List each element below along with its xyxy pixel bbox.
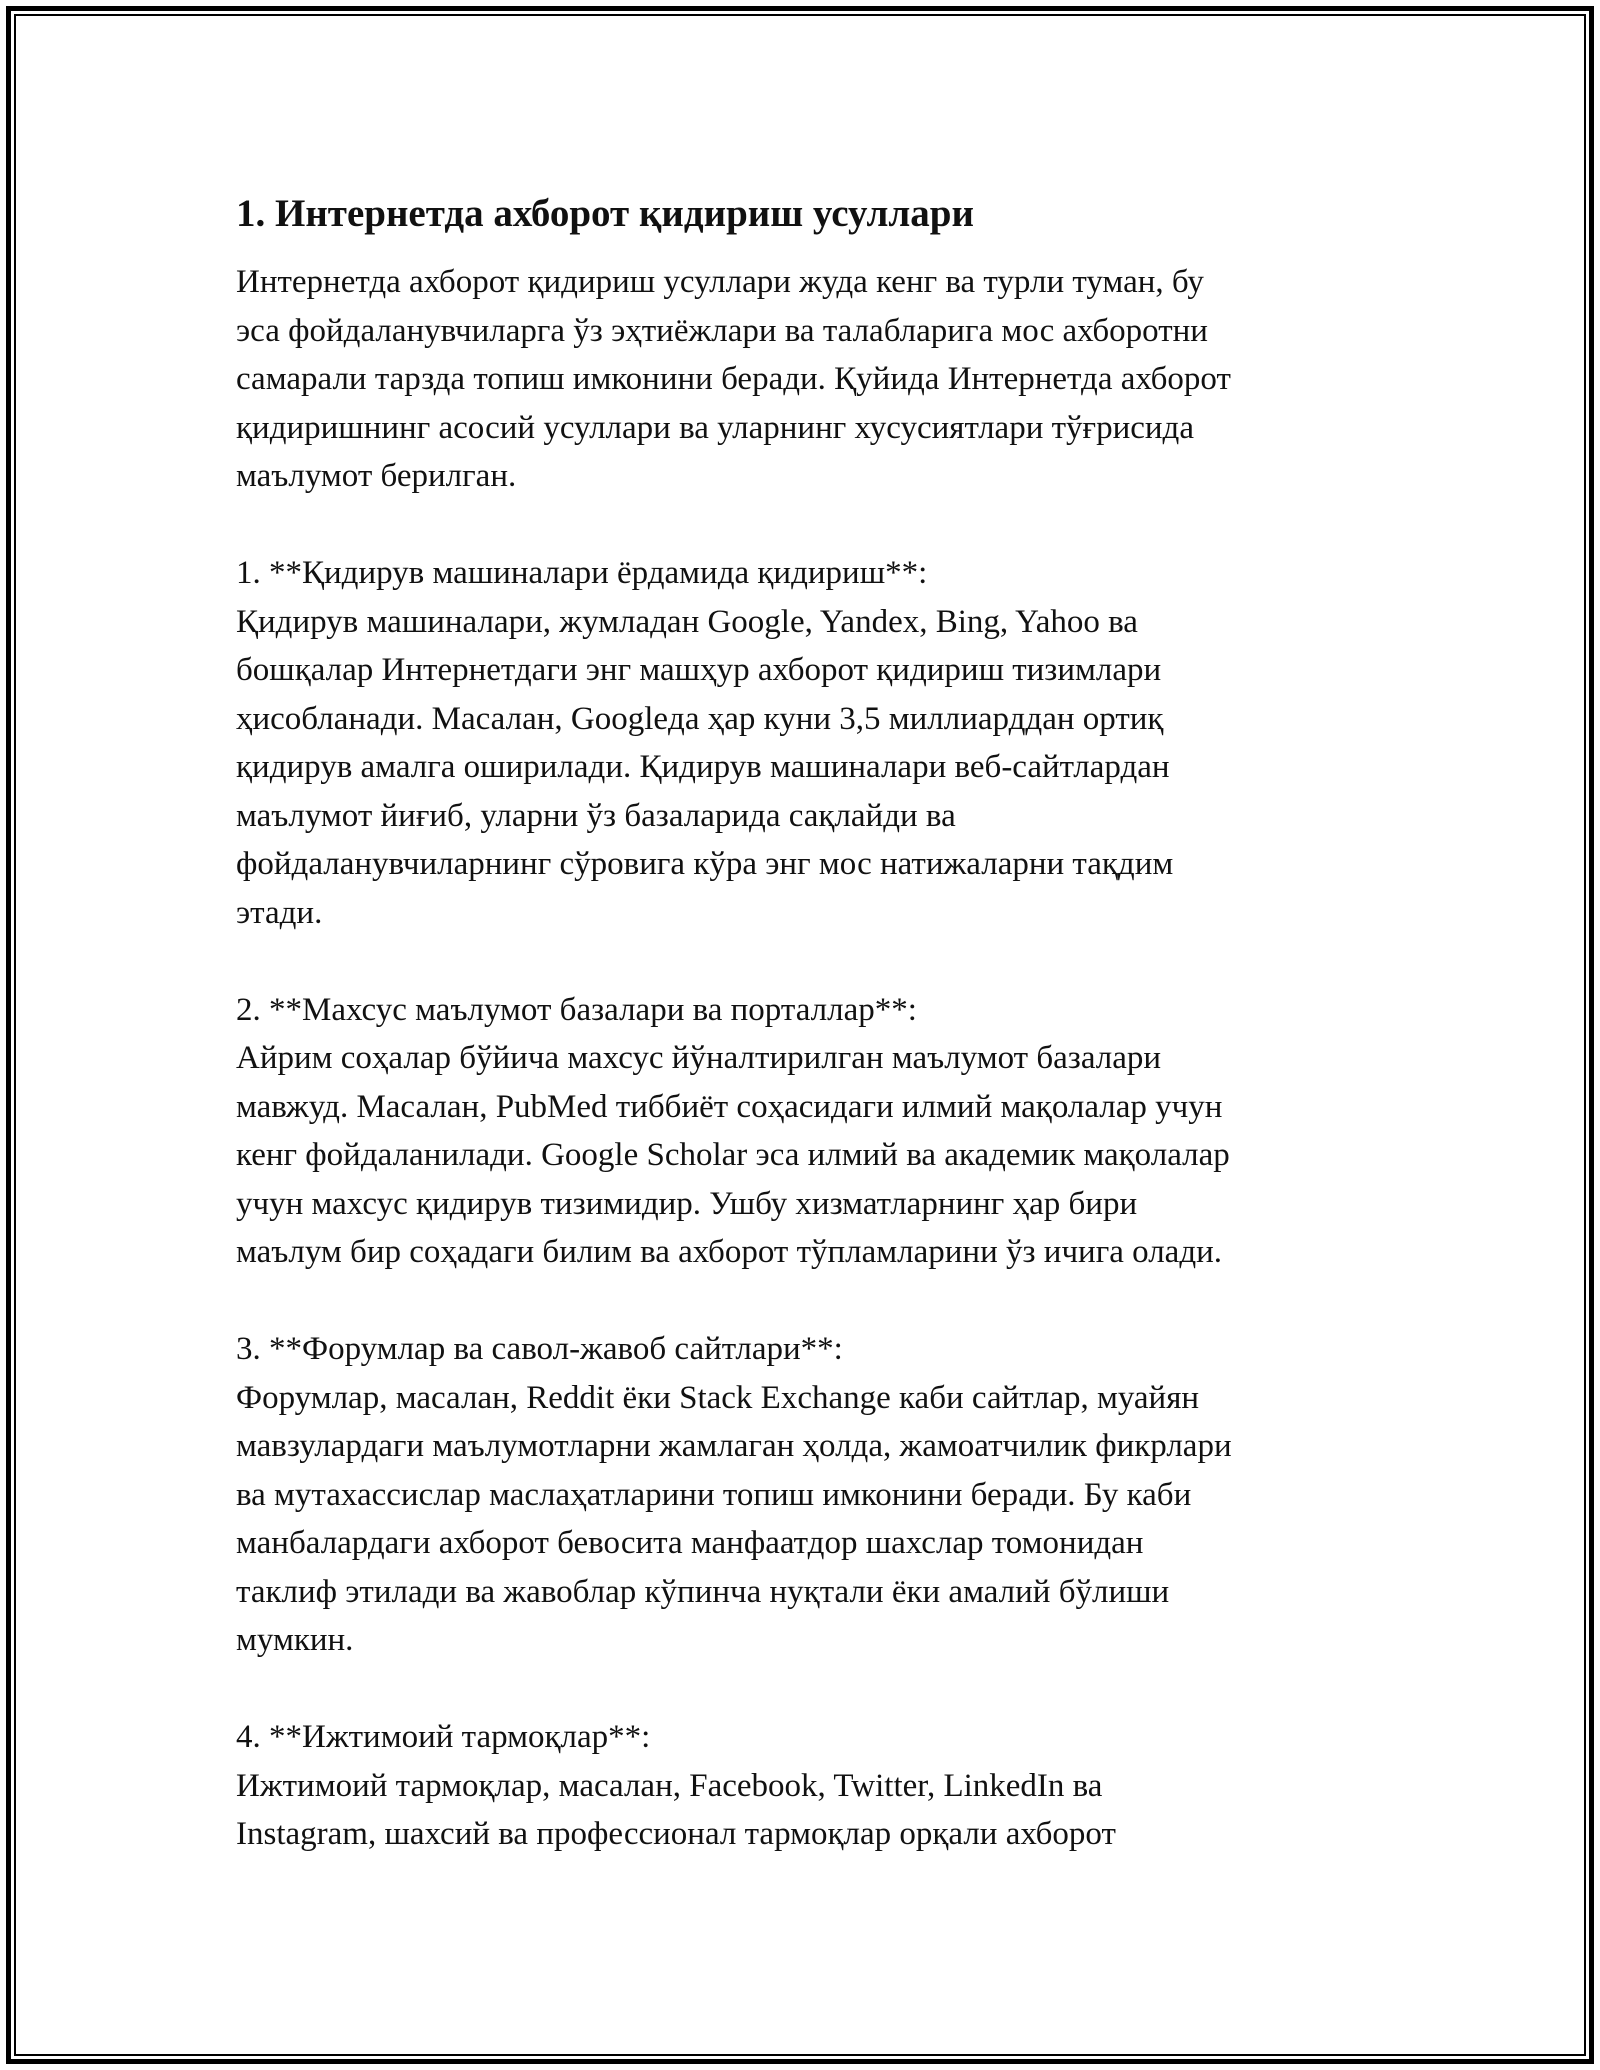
paragraph-line: самарали тарзда топиш имконини беради. Қуйида Интернетда ахборот — [236, 361, 1231, 397]
section-heading: 3. **Форумлар ва савол-жавоб сайтлари**: — [236, 1331, 843, 1367]
paragraph-line: фойдаланувчиларнинг сўровига кўра энг мос натижаларни тақдим — [236, 846, 1174, 882]
paragraph-line: мавжуд. Масалан, PubMed тиббиёт соҳасидаги илмий мақолалар учун — [236, 1088, 1223, 1125]
paragraph-line: таклиф этилади ва жавоблар кўпинча нуқтали ёки амалий бўлиши — [236, 1573, 1170, 1610]
paragraph-line: қидирув амалга оширилади. Қидирув машиналари веб-сайтлардан — [236, 749, 1170, 785]
paragraph-line: бошқалар Интернетдаги энг машҳур ахборот қидириш тизимлари — [236, 652, 1162, 688]
paragraph-line: Ижтимоий тармоқлар, масалан, Facebook, Twitter, LinkedIn ва — [236, 1767, 1103, 1804]
paragraph-line: мумкин. — [236, 1622, 354, 1658]
spacer — [236, 1665, 1366, 1714]
section-search-engines — [236, 549, 1366, 937]
section-social-networks — [236, 1713, 1366, 1859]
paragraph-line: Интернетда ахборот қидириш усуллари жуда кенг ва турли туман, бу — [236, 264, 1204, 300]
paragraph-line: маълум бир соҳадаги билим ва ахборот тўпламларини ўз ичига олади. — [236, 1234, 1223, 1270]
page-title: 1. Интернетда ахборот қидириш усуллари — [236, 192, 974, 235]
paragraph-line: кенг фойдаланилади. Google Scholar эса илмий ва академик мақолалар — [236, 1137, 1230, 1173]
paragraph-line: қидиришнинг асосий усуллари ва уларнинг хусусиятлари тўғрисида — [236, 409, 1194, 446]
spacer — [236, 937, 1366, 986]
paragraph-line: маълумот йиғиб, уларни ўз базаларида сақлайди ва — [236, 797, 956, 834]
paragraph-line: Қидирув машиналари, жумладан Google, Yandex, Bing, Yahoo ва — [236, 603, 1138, 640]
paragraph-line: манбалардаги ахборот бевосита манфаатдор шахслар томонидан — [236, 1525, 1144, 1561]
document-body — [236, 188, 1366, 1859]
section-special-databases — [236, 986, 1366, 1277]
paragraph-line: ҳисобланади. Масалан, Googleда ҳар куни 3,5 миллиарддан ортиқ — [236, 700, 1164, 737]
paragraph-line: ва мутахассислар маслаҳатларини топиш имконини беради. Бу каби — [236, 1476, 1192, 1513]
paragraph-line: этади. — [236, 894, 323, 931]
paragraph-line: учун махсус қидирув тизимидир. Ушбу хизматларнинг ҳар бири — [236, 1185, 1138, 1222]
section-heading: 4. **Ижтимоий тармоқлар**: — [236, 1719, 651, 1755]
section-heading: 2. **Махсус маълумот базалари ва порталлар**: — [236, 991, 917, 1028]
paragraph-line: маълумот берилган. — [236, 458, 517, 494]
section-forums — [236, 1325, 1366, 1665]
paragraph-line: мавзулардаги маълумотларни жамлаган ҳолда, жамоатчилик фикрлари — [236, 1428, 1232, 1464]
paragraph-line: Айрим соҳалар бўйича махсус йўналтирилган маълумот базалари — [236, 1040, 1162, 1076]
spacer — [236, 1277, 1366, 1326]
paragraph-line: Форумлар, масалан, Reddit ёки Stack Exchange каби сайтлар, муайян — [236, 1379, 1200, 1416]
spacer — [236, 501, 1366, 550]
paragraph-line: эса фойдаланувчиларга ўз эҳтиёжлари ва талабларига мос ахборотни — [236, 312, 1208, 349]
paragraph-line: Instagram, шахсий ва профессионал тармоқлар орқали ахборот — [236, 1816, 1116, 1852]
intro-paragraph — [236, 258, 1366, 501]
section-heading: 1. **Қидирув машиналари ёрдамида қидириш**: — [236, 555, 928, 591]
